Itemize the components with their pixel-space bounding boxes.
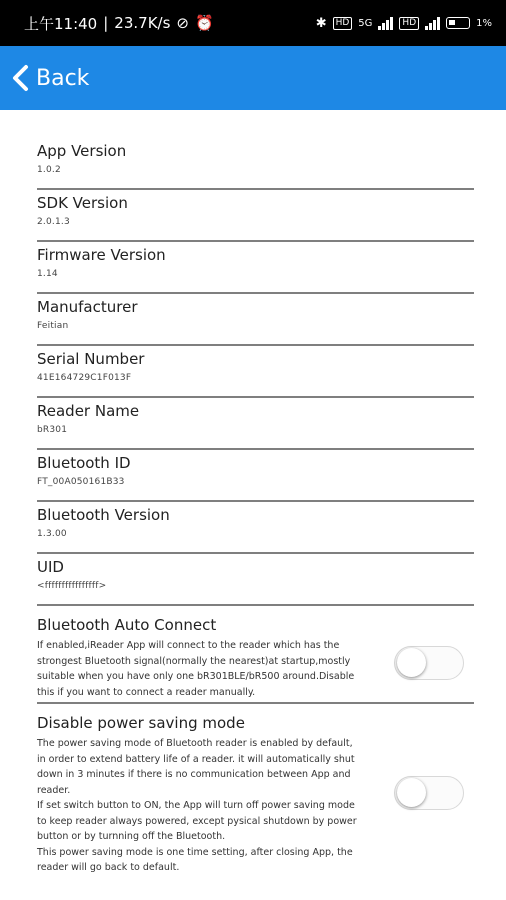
bluetooth-icon: ✱ — [315, 15, 327, 31]
info-value: bR301 — [37, 425, 68, 435]
info-value: FT_00A050161B33 — [37, 477, 125, 487]
info-row-reader-name — [37, 398, 474, 450]
setting-title: Bluetooth Auto Connect — [37, 616, 217, 634]
app-bar — [0, 46, 506, 110]
status-right — [316, 16, 492, 31]
info-row-sdk-version — [37, 190, 474, 242]
network-type: 5G — [358, 17, 373, 29]
battery-text: 1% — [476, 17, 492, 29]
info-title: Manufacturer — [37, 298, 138, 316]
network-speed: 23.7K/s — [114, 14, 171, 32]
back-button[interactable] — [10, 64, 89, 92]
info-value: 1.14 — [37, 269, 58, 279]
info-value: 1.3.00 — [37, 529, 67, 539]
status-left — [24, 13, 214, 34]
battery-icon — [446, 17, 470, 29]
info-title: Reader Name — [37, 402, 140, 420]
toggle-knob — [397, 648, 426, 677]
info-row-uid — [37, 554, 474, 606]
setting-auto-connect — [37, 606, 474, 704]
clock: 上午11:40 — [24, 14, 98, 33]
info-row-bluetooth-id — [37, 450, 474, 502]
back-label: Back — [36, 65, 90, 91]
info-title: App Version — [37, 142, 127, 160]
setting-description: If enabled,iReader App will connect to the reader which has the strongest Bluetooth signal(normally the nearest)at startup,mostly suitable when you have only one bR301BLE/bR500 around.Disable this if you want to connect a reader manually. — [37, 640, 355, 698]
info-title: SDK Version — [37, 194, 128, 212]
info-title: Bluetooth Version — [37, 506, 170, 524]
info-title: Bluetooth ID — [37, 454, 131, 472]
info-value: 41E164729C1F013F — [37, 373, 132, 383]
info-value: <ffffffffffffffff> — [37, 581, 107, 591]
signal-icon-sim1 — [378, 16, 393, 30]
settings-list — [0, 138, 506, 879]
setting-description: The power saving mode of Bluetooth reader is enabled by default, in order to extend battery life of a reader. it will automatically shut down in 3 minutes if there is no communication between App and reader. If set switch button to ON, the App will turn off power saving mode to keep reader always powered, except pysical shutdown by power button or by turnning off the Bluetooth. This power saving mode is one time setting, after closing App, the reader will go back to default. — [37, 738, 357, 873]
info-row-serial-number — [37, 346, 474, 398]
status-divider: | — [103, 14, 109, 32]
info-row-firmware-version — [37, 242, 474, 294]
signal-icon-sim2 — [425, 16, 440, 30]
data-saver-icon: ⊘ — [176, 14, 189, 32]
info-value: Feitian — [37, 321, 69, 331]
setting-title: Disable power saving mode — [37, 714, 245, 732]
alarm-icon: ⏰ — [194, 14, 214, 32]
hd-icon-2: HD — [399, 17, 419, 30]
info-title: UID — [37, 558, 64, 576]
status-bar — [0, 0, 506, 46]
power-saving-toggle[interactable] — [394, 776, 464, 810]
info-row-manufacturer — [37, 294, 474, 346]
info-row-app-version — [37, 138, 474, 190]
info-title: Firmware Version — [37, 246, 166, 264]
setting-power-saving — [37, 704, 474, 879]
hd-icon: HD — [333, 17, 353, 30]
toggle-knob — [397, 778, 426, 807]
info-value: 2.0.1.3 — [37, 217, 70, 227]
auto-connect-toggle[interactable] — [394, 646, 464, 680]
info-value: 1.0.2 — [37, 165, 61, 175]
chevron-left-icon — [10, 64, 30, 92]
info-title: Serial Number — [37, 350, 145, 368]
info-row-bluetooth-version — [37, 502, 474, 554]
